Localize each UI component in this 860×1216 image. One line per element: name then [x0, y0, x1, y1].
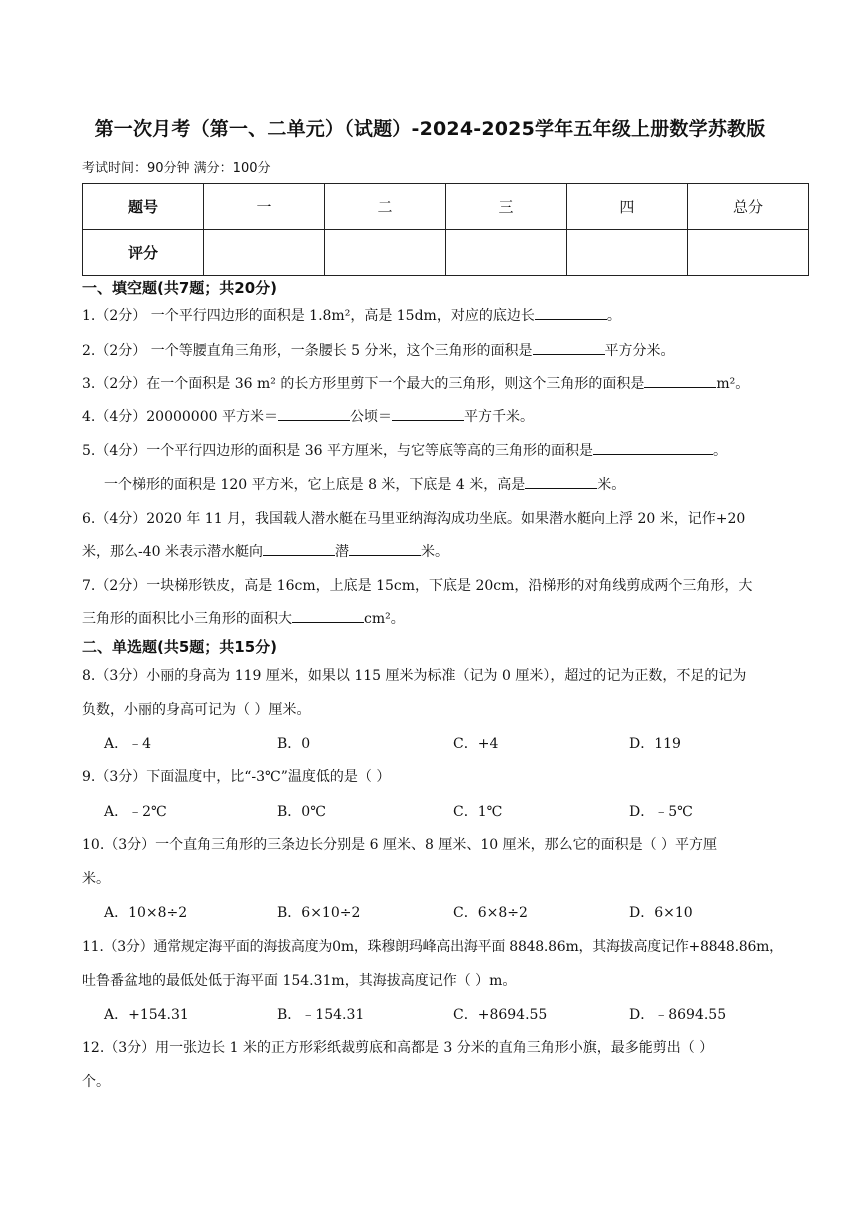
question-2 — [82, 340, 812, 360]
q5-text: 5.（4分）一个平行四边形的面积是 36 平方厘米，与它等底等高的三角形的面积是 — [82, 443, 593, 459]
q2-text: 2.（2分） 一个等腰直角三角形，一条腰长 5 分米，这个三角形的面积是 — [82, 343, 533, 359]
q11-option-d[interactable]: D．﹣8694.55 — [629, 1007, 727, 1023]
question-6-line2 — [82, 541, 812, 561]
question-5 — [82, 440, 812, 460]
q3-tail: m²。 — [716, 376, 750, 392]
q1-tail: 。 — [606, 308, 621, 324]
question-5-part2 — [104, 474, 834, 494]
score-cell[interactable] — [566, 230, 687, 276]
question-12 — [82, 1037, 812, 1057]
q8-option-b[interactable]: B．0 — [277, 736, 311, 752]
q7-tail: cm²。 — [364, 611, 405, 627]
question-1 — [82, 305, 812, 325]
score-header-cell: 四 — [566, 184, 687, 230]
q11-option-c[interactable]: C．+8694.55 — [453, 1007, 548, 1023]
answer-blank[interactable] — [535, 305, 607, 320]
question-7-line2 — [82, 608, 812, 628]
q9-option-a[interactable]: A．﹣2℃ — [104, 804, 167, 820]
answer-blank[interactable] — [593, 440, 713, 455]
question-4 — [82, 406, 812, 426]
answer-blank[interactable] — [263, 541, 335, 556]
question-12-line2 — [82, 1071, 812, 1091]
score-cell[interactable] — [203, 230, 324, 276]
q10-option-c[interactable]: C．6×8÷2 — [453, 905, 528, 921]
score-header-cell: 题号 — [83, 184, 204, 230]
q10-text: 10.（3分）一个直角三角形的三条边长分别是 6 厘米、8 厘米、10 厘米，那么它的面积是（ ）平方厘 — [82, 837, 718, 853]
answer-blank[interactable] — [533, 340, 605, 355]
q8-text: 8.（3分）小丽的身高为 119 厘米，如果以 115 厘米为标准（记为 0 厘米），超过的记为正数，不足的记为 — [82, 668, 747, 684]
q8-option-d[interactable]: D．119 — [629, 736, 681, 752]
question-7 — [82, 575, 812, 595]
q4-tail: 平方千米。 — [463, 409, 534, 425]
question-8-line2 — [82, 699, 812, 719]
q11-option-b[interactable]: B．﹣154.31 — [277, 1007, 365, 1023]
question-11-line2 — [82, 970, 812, 990]
score-cell[interactable] — [445, 230, 566, 276]
score-header-cell: 一 — [203, 184, 324, 230]
q6-text: 6.（4分）2020 年 11 月，我国载人潜水艇在马里亚纳海沟成功坐底。如果潜水艇向上浮 20 米，记作+20 — [82, 511, 746, 527]
question-10 — [82, 834, 812, 854]
question-6 — [82, 508, 812, 528]
q11-text-2: 吐鲁番盆地的最低处低于海平面 154.31m，其海拔高度记作（ ）m。 — [82, 973, 517, 989]
question-8 — [82, 665, 812, 685]
q6-tail: 米。 — [421, 544, 449, 560]
score-table-score-row — [83, 230, 809, 276]
q7-text-2: 三角形的面积比小三角形的面积大 — [82, 611, 292, 627]
answer-blank[interactable] — [644, 373, 716, 388]
q5-text-2: 一个梯形的面积是 120 平方米，它上底是 8 米，下底是 4 米，高是 — [104, 477, 526, 493]
question-10-line2 — [82, 868, 812, 888]
q12-text: 12.（3分）用一张边长 1 米的正方形彩纸裁剪底和高都是 3 分米的直角三角形小旗，最多能剪出（ ） — [82, 1040, 714, 1056]
q10-option-d[interactable]: D．6×10 — [629, 905, 693, 921]
answer-blank[interactable] — [349, 541, 421, 556]
q11-text: 11.（3分）通常规定海平面的海拔高度为0m，珠穆朗玛峰高出海平面 8848.86m，其海拔高度记作+8848.86m， — [82, 939, 783, 955]
exam-title: 第一次月考（第一、二单元）（试题）-2024-2025学年五年级上册数学苏教版 — [94, 118, 766, 140]
q1-text: 1.（2分） 一个平行四边形的面积是 1.8m²，高是 15dm，对应的底边长 — [82, 308, 535, 324]
score-header-cell: 三 — [445, 184, 566, 230]
q9-option-c[interactable]: C．1℃ — [453, 804, 503, 820]
q7-text: 7.（2分）一块梯形铁皮，高是 16cm，上底是 15cm，下底是 20cm，沿梯形的对角线剪成两个三角形，大 — [82, 578, 753, 594]
q9-option-b[interactable]: B．0℃ — [277, 804, 326, 820]
q10-option-b[interactable]: B．6×10÷2 — [277, 905, 361, 921]
q9-text: 9.（3分）下面温度中，比“-3℃”温度低的是（ ） — [82, 769, 391, 785]
q10-option-a[interactable]: A．10×8÷2 — [104, 905, 188, 921]
q5-tail-2: 米。 — [597, 477, 626, 493]
q4-text: 4.（4分）20000000 平方米＝ — [82, 409, 278, 425]
section-heading-choice: 二、单选题(共5题；共15分) — [82, 638, 278, 656]
section-heading-fill: 一、填空题(共7题；共20分) — [82, 279, 278, 297]
score-table-header-row — [83, 184, 809, 230]
question-9 — [82, 766, 812, 786]
q8-text-2: 负数，小丽的身高可记为（ ）厘米。 — [82, 702, 311, 718]
question-11 — [82, 936, 812, 956]
q5-tail: 。 — [712, 443, 727, 459]
q8-option-c[interactable]: C．+4 — [453, 736, 499, 752]
score-cell[interactable] — [324, 230, 445, 276]
score-cell[interactable] — [687, 230, 808, 276]
q8-option-a[interactable]: A．﹣4 — [104, 736, 152, 752]
q4-mid: 公顷＝ — [349, 409, 392, 425]
answer-blank[interactable] — [525, 474, 597, 489]
score-header-cell: 总分 — [687, 184, 808, 230]
answer-blank[interactable] — [392, 406, 464, 421]
q2-tail: 平方分米。 — [604, 343, 675, 359]
answer-blank[interactable] — [292, 608, 364, 623]
q6-text-2: 米，那么-40 米表示潜水艇向 — [82, 544, 263, 560]
q10-text-2: 米。 — [82, 871, 110, 887]
score-row-label: 评分 — [83, 230, 204, 276]
q12-text-2: 个。 — [82, 1074, 110, 1090]
question-3 — [82, 373, 812, 393]
q9-option-d[interactable]: D．﹣5℃ — [629, 804, 693, 820]
score-table — [82, 183, 809, 276]
answer-blank[interactable] — [278, 406, 350, 421]
exam-meta: 考试时间：90分钟 满分：100分 — [82, 161, 271, 176]
q11-option-a[interactable]: A．+154.31 — [104, 1007, 189, 1023]
q6-mid: 潜 — [335, 544, 349, 560]
score-header-cell: 二 — [324, 184, 445, 230]
q3-text: 3.（2分）在一个面积是 36 m² 的长方形里剪下一个最大的三角形，则这个三角形的面积是 — [82, 376, 645, 392]
